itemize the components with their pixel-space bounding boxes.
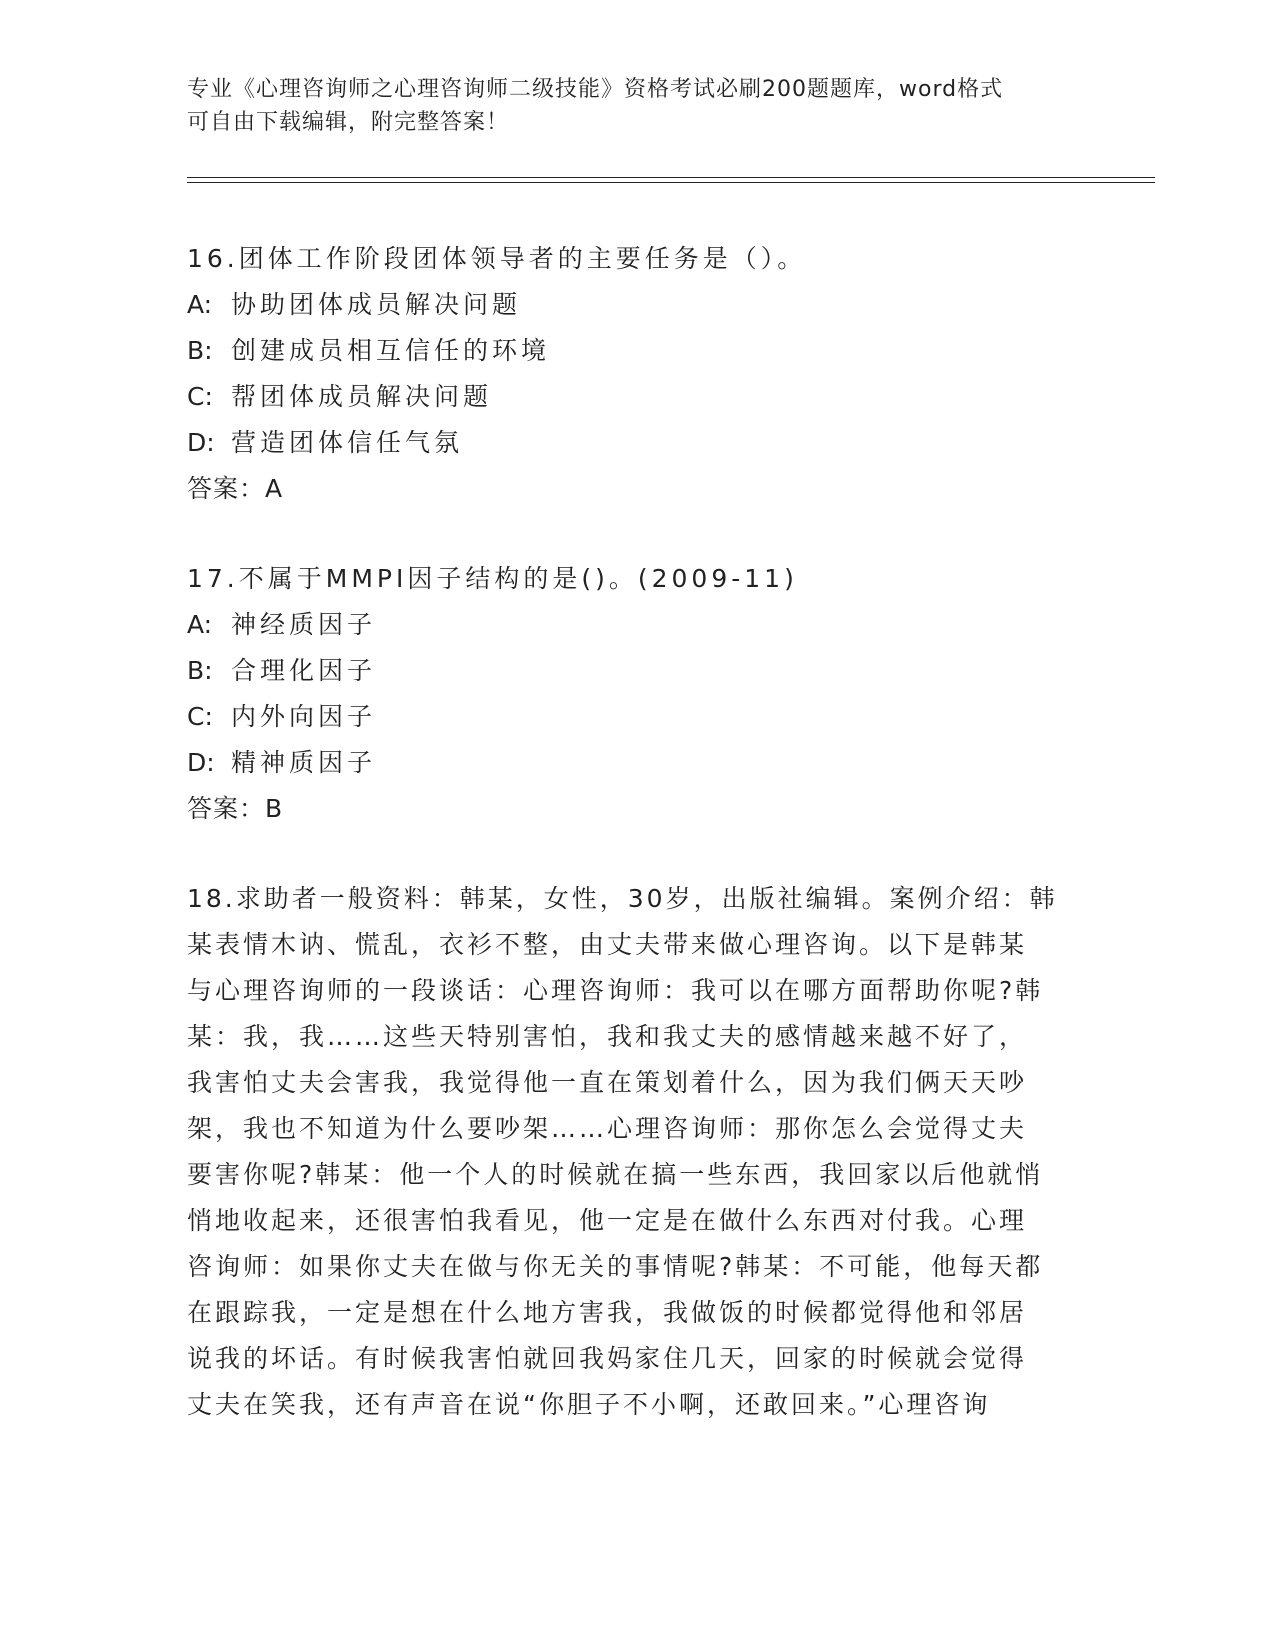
stem-line: 在跟踪我，一定是想在什么地方害我，我做饭的时候都觉得他和邻居: [187, 1298, 1028, 1327]
question-stem: 17.不属于MMPI因子结构的是()。(2009-11): [187, 564, 798, 593]
option-c: [187, 374, 1087, 420]
option-key: D:: [187, 428, 215, 457]
answer-line: 答案：B: [187, 794, 284, 823]
option-text: 协助团体成员解决问题: [231, 290, 522, 319]
stem-line: 咨询师：如果你丈夫在做与你无关的事情呢?韩某：不可能，他每天都: [187, 1252, 1044, 1281]
question-18: [187, 876, 1087, 1428]
option-key: B:: [187, 656, 213, 685]
option-d: [187, 420, 1087, 466]
question-17: [187, 556, 1087, 832]
document-header: [187, 73, 1067, 139]
stem-line: 要害你呢?韩某：他一个人的时候就在搞一些东西，我回家以后他就悄: [187, 1160, 1044, 1189]
stem-line: 某：我，我……这些天特别害怕，我和我丈夫的感情越来越不好了，: [187, 1022, 1028, 1051]
question-stem: [187, 876, 1087, 1428]
option-a: [187, 282, 1087, 328]
header-line-1: 专业《心理咨询师之心理咨询师二级技能》资格考试必刷200题题库，word格式: [187, 77, 1004, 102]
question-16: [187, 236, 1087, 512]
option-b: [187, 648, 1087, 694]
option-key: C:: [187, 702, 213, 731]
stem-line: 18.求助者一般资料：韩某，女性，30岁，出版社编辑。案例介绍：韩: [187, 884, 1058, 913]
option-text: 神经质因子: [231, 610, 377, 639]
stem-line: 丈夫在笑我，还有声音在说“你胆子不小啊，还敢回来。”心理咨询: [187, 1390, 991, 1419]
header-divider-top: [187, 177, 1155, 178]
option-text: 营造团体信任气氛: [231, 428, 464, 457]
stem-line: 我害怕丈夫会害我，我觉得他一直在策划着什么，因为我们俩天天吵: [187, 1068, 1028, 1097]
header-divider-bottom: [187, 182, 1155, 183]
stem-line: 架，我也不知道为什么要吵架……心理咨询师：那你怎么会觉得丈夫: [187, 1114, 1028, 1143]
option-text: 创建成员相互信任的环境: [231, 336, 551, 365]
header-line-2: 可自由下载编辑，附完整答案！: [187, 110, 510, 135]
stem-line: 说我的坏话。有时候我害怕就回我妈家住几天，回家的时候就会觉得: [187, 1344, 1028, 1373]
option-key: B:: [187, 336, 213, 365]
stem-line: 悄地收起来，还很害怕我看见，他一定是在做什么东西对付我。心理: [187, 1206, 1028, 1235]
option-b: [187, 328, 1087, 374]
question-stem: 16.团体工作阶段团体领导者的主要任务是（）。: [187, 244, 807, 273]
option-text: 精神质因子: [231, 748, 377, 777]
stem-line: 与心理咨询师的一段谈话：心理咨询师：我可以在哪方面帮助你呢?韩: [187, 976, 1044, 1005]
option-key: D:: [187, 748, 215, 777]
option-c: [187, 694, 1087, 740]
option-text: 合理化因子: [231, 656, 377, 685]
option-text: 内外向因子: [231, 702, 377, 731]
answer-line: 答案：A: [187, 474, 284, 503]
option-text: 帮团体成员解决问题: [231, 382, 493, 411]
option-key: A:: [187, 610, 213, 639]
option-key: A:: [187, 290, 213, 319]
stem-line: 某表情木讷、慌乱，衣衫不整，由丈夫带来做心理咨询。以下是韩某: [187, 930, 1028, 959]
option-d: [187, 740, 1087, 786]
option-a: [187, 602, 1087, 648]
option-key: C:: [187, 382, 213, 411]
